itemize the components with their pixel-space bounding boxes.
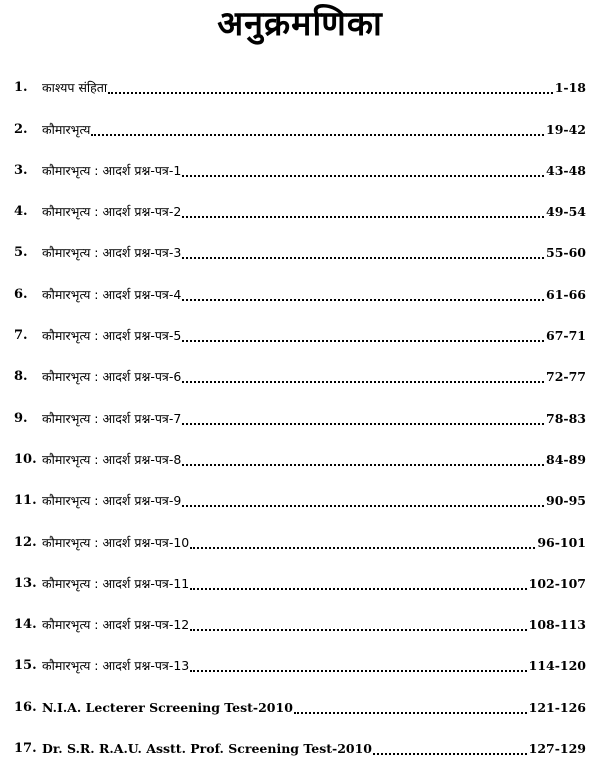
dot-leader bbox=[108, 92, 553, 94]
entry-title: कौमारभृत्य : आदर्श प्रश्न-पत्र-3 bbox=[42, 245, 182, 261]
entry-number: 2. bbox=[14, 121, 28, 137]
entry-page-range: 67-71 bbox=[546, 328, 586, 344]
entry-number: 7. bbox=[14, 328, 28, 344]
entry-number: 12. bbox=[14, 534, 37, 550]
entry-number: 1. bbox=[14, 80, 28, 96]
entry-title: कौमारभृत्य : आदर्श प्रश्न-पत्र-11 bbox=[42, 575, 190, 591]
entry-title: कौमारभृत्य : आदर्श प्रश्न-पत्र-8 bbox=[42, 451, 182, 467]
entry-page-range: 55-60 bbox=[546, 245, 586, 261]
entry-page-range: 72-77 bbox=[546, 369, 586, 385]
entry-page-range: 108-113 bbox=[528, 617, 586, 633]
dot-leader bbox=[294, 712, 527, 714]
entry-number: 10. bbox=[14, 451, 37, 467]
toc-entry bbox=[14, 511, 586, 552]
toc-entry bbox=[14, 429, 586, 470]
dot-leader bbox=[182, 505, 544, 507]
entry-number: 11. bbox=[14, 493, 37, 509]
toc-entry bbox=[14, 387, 586, 428]
entry-page-range: 127-129 bbox=[528, 741, 586, 757]
dot-leader bbox=[190, 670, 526, 672]
dot-leader bbox=[182, 340, 544, 342]
toc-entry bbox=[14, 470, 586, 511]
entry-title: N.I.A. Lecterer Screening Test-2010 bbox=[42, 699, 293, 715]
toc-entry bbox=[14, 594, 586, 635]
dot-leader bbox=[182, 464, 544, 466]
entry-page-range: 43-48 bbox=[546, 162, 586, 178]
page-title: अनुक्रमणिका bbox=[217, 4, 383, 44]
entry-title: कौमारभृत्य : आदर्श प्रश्न-पत्र-1 bbox=[42, 162, 182, 178]
toc-entry bbox=[14, 181, 586, 222]
entry-page-range: 102-107 bbox=[528, 575, 586, 591]
entry-title: कौमारभृत्य : आदर्श प्रश्न-पत्र-5 bbox=[42, 328, 182, 344]
dot-leader bbox=[190, 629, 526, 631]
toc-entry bbox=[14, 676, 586, 717]
toc-entry bbox=[14, 263, 586, 304]
entry-number: 16. bbox=[14, 699, 37, 715]
dot-leader bbox=[182, 216, 544, 218]
entry-page-range: 90-95 bbox=[546, 493, 586, 509]
toc-entry bbox=[14, 222, 586, 263]
toc-entry bbox=[14, 718, 586, 759]
toc-entry bbox=[14, 98, 586, 139]
entry-number: 9. bbox=[14, 410, 28, 426]
entry-title: कौमारभृत्य : आदर्श प्रश्न-पत्र-6 bbox=[42, 369, 182, 385]
entry-page-range: 96-101 bbox=[537, 534, 586, 550]
dot-leader bbox=[91, 134, 544, 136]
entry-number: 17. bbox=[14, 741, 37, 757]
entry-title: कौमारभृत्य : आदर्श प्रश्न-पत्र-10 bbox=[42, 534, 190, 550]
dot-leader bbox=[182, 423, 544, 425]
toc-entry bbox=[14, 305, 586, 346]
dot-leader bbox=[182, 381, 544, 383]
dot-leader bbox=[373, 753, 527, 755]
entry-title: कौमारभृत्य : आदर्श प्रश्न-पत्र-9 bbox=[42, 493, 182, 509]
toc-entry bbox=[14, 57, 586, 98]
entry-title: कौमारभृत्य : आदर्श प्रश्न-पत्र-12 bbox=[42, 617, 190, 633]
entry-page-range: 114-120 bbox=[528, 658, 586, 674]
entry-number: 5. bbox=[14, 245, 28, 261]
entry-page-range: 1-18 bbox=[554, 80, 586, 96]
entry-number: 4. bbox=[14, 204, 28, 220]
entry-title: कौमारभृत्य : आदर्श प्रश्न-पत्र-4 bbox=[42, 286, 182, 302]
toc-entry bbox=[14, 553, 586, 594]
entry-number: 6. bbox=[14, 286, 28, 302]
entry-title: कौमारभृत्य : आदर्श प्रश्न-पत्र-7 bbox=[42, 410, 182, 426]
entry-page-range: 61-66 bbox=[546, 286, 586, 302]
table-of-contents bbox=[14, 57, 586, 759]
entry-page-range: 19-42 bbox=[546, 121, 586, 137]
entry-number: 8. bbox=[14, 369, 28, 385]
entry-title: कौमारभृत्य : आदर्श प्रश्न-पत्र-2 bbox=[42, 204, 182, 220]
entry-page-range: 121-126 bbox=[528, 699, 586, 715]
entry-page-range: 84-89 bbox=[546, 451, 586, 467]
toc-entry bbox=[14, 140, 586, 181]
entry-number: 3. bbox=[14, 162, 28, 178]
dot-leader bbox=[182, 257, 544, 259]
toc-entry bbox=[14, 346, 586, 387]
entry-title: Dr. S.R. R.A.U. Asstt. Prof. Screening Test-2010 bbox=[42, 741, 372, 757]
dot-leader bbox=[182, 175, 544, 177]
entry-title: कौमारभृत्य bbox=[42, 121, 91, 137]
toc-entry bbox=[14, 635, 586, 676]
entry-number: 13. bbox=[14, 575, 37, 591]
entry-title: कौमारभृत्य : आदर्श प्रश्न-पत्र-13 bbox=[42, 658, 190, 674]
dot-leader bbox=[182, 299, 544, 301]
entry-title: काश्यप संहिता bbox=[42, 80, 108, 96]
dot-leader bbox=[190, 588, 526, 590]
entry-page-range: 78-83 bbox=[546, 410, 586, 426]
entry-number: 14. bbox=[14, 617, 37, 633]
dot-leader bbox=[190, 547, 535, 549]
entry-number: 15. bbox=[14, 658, 37, 674]
entry-page-range: 49-54 bbox=[546, 204, 586, 220]
